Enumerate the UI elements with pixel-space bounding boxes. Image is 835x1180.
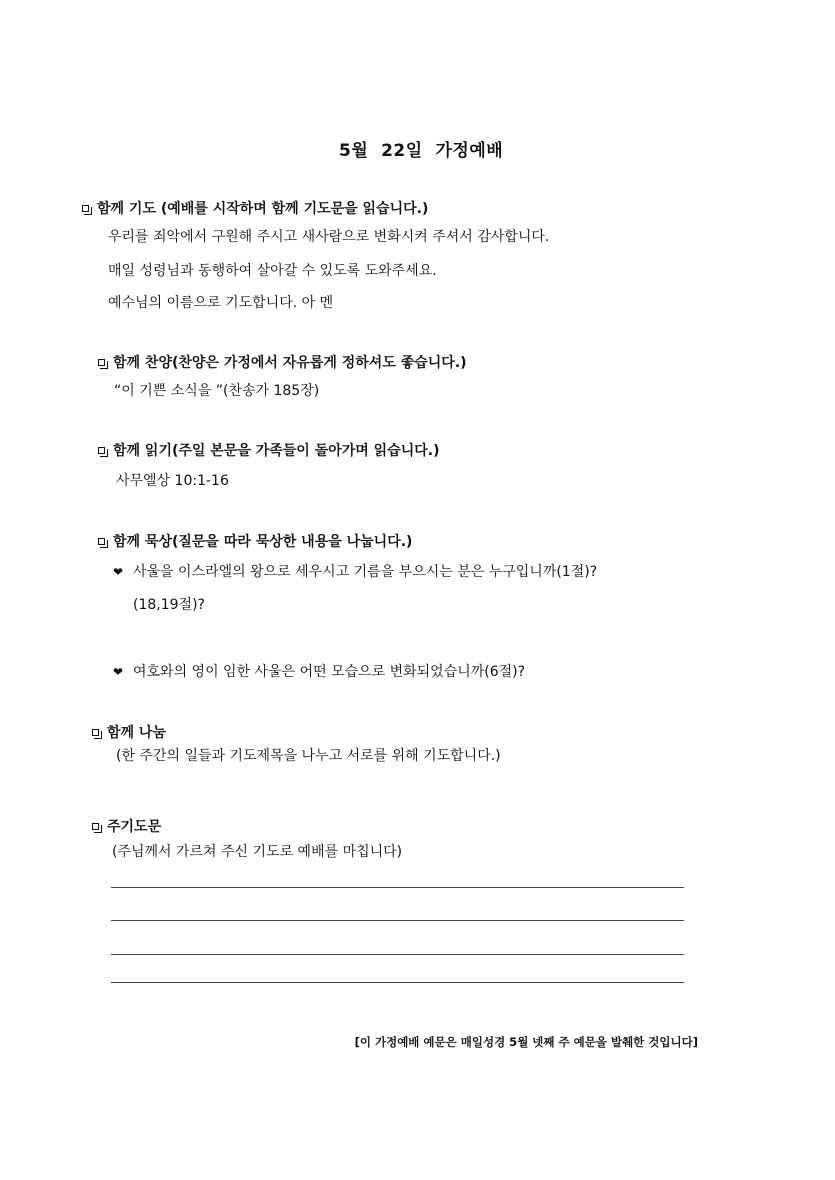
prayer-heading-text: 함께 기도 (예배를 시작하며 함께 기도문을 읽습니다.): [97, 201, 429, 217]
prayer-line-1: 우리를 죄악에서 구원해 주시고 새사람으로 변화시켜 주셔서 감사합니다.: [108, 229, 550, 245]
reading-passage: 사무엘상 10:1-16: [116, 473, 229, 489]
prayer-line-2: 매일 성령님과 동행하여 살아갈 수 있도록 도와주세요.: [108, 263, 437, 279]
meditation-question-1-cont: (18,19절)?: [133, 597, 205, 613]
sharing-heading-text: 함께 나눔: [107, 725, 166, 741]
footer-note: [이 가정예배 예문은 매일성경 5월 넷째 주 예문을 발췌한 것입니다]: [354, 1035, 698, 1049]
meditation-question-2: [113, 661, 525, 681]
writing-line: [111, 887, 684, 888]
checkbox-square-icon: [92, 823, 99, 830]
praise-heading-text: 함께 찬양(찬양은 가정에서 자유롭게 정하셔도 좋습니다.): [113, 355, 467, 371]
checkbox-square-icon: [98, 447, 105, 454]
heart-icon: ❤: [113, 665, 124, 679]
sharing-text: (한 주간의 일들과 기도제목을 나누고 서로를 위해 기도합니다.): [116, 748, 501, 764]
writing-line: [111, 982, 684, 983]
question-1-text: 사울을 이스라엘의 왕으로 세우시고 기름을 부으시는 분은 누구입니까(1절)?: [133, 564, 598, 580]
writing-line: [111, 954, 684, 955]
section-sharing-heading: [92, 722, 166, 742]
page-title: 5월 22일 가정예배: [339, 141, 504, 161]
writing-line: [111, 920, 684, 921]
reading-heading-text: 함께 읽기(주일 본문을 가족들이 돌아가며 읽습니다.): [113, 443, 440, 459]
question-2-text: 여호와의 영이 임한 사울은 어떤 모습으로 변화되었습니까(6절)?: [133, 664, 526, 680]
lords-prayer-heading-text: 주기도문: [107, 819, 162, 835]
checkbox-square-icon: [98, 538, 105, 545]
checkbox-square-icon: [82, 205, 89, 212]
lords-prayer-text: (주님께서 가르쳐 주신 기도로 예배를 마칩니다): [112, 844, 403, 860]
checkbox-square-icon: [98, 359, 105, 366]
meditation-question-1: [113, 561, 597, 581]
section-prayer-heading: [82, 198, 428, 218]
prayer-line-3: 예수님의 이름으로 기도합니다. 아 멘: [108, 295, 334, 311]
heart-icon: ❤: [113, 565, 124, 579]
section-lords-prayer-heading: [92, 816, 161, 836]
section-praise-heading: [98, 352, 467, 372]
meditation-heading-text: 함께 묵상(질문을 따라 묵상한 내용을 나눕니다.): [113, 534, 413, 550]
section-reading-heading: [98, 440, 440, 460]
section-meditation-heading: [98, 531, 412, 551]
checkbox-square-icon: [92, 729, 99, 736]
praise-hymn: “이 기쁜 소식을 ”(찬송가 185장): [114, 383, 320, 399]
